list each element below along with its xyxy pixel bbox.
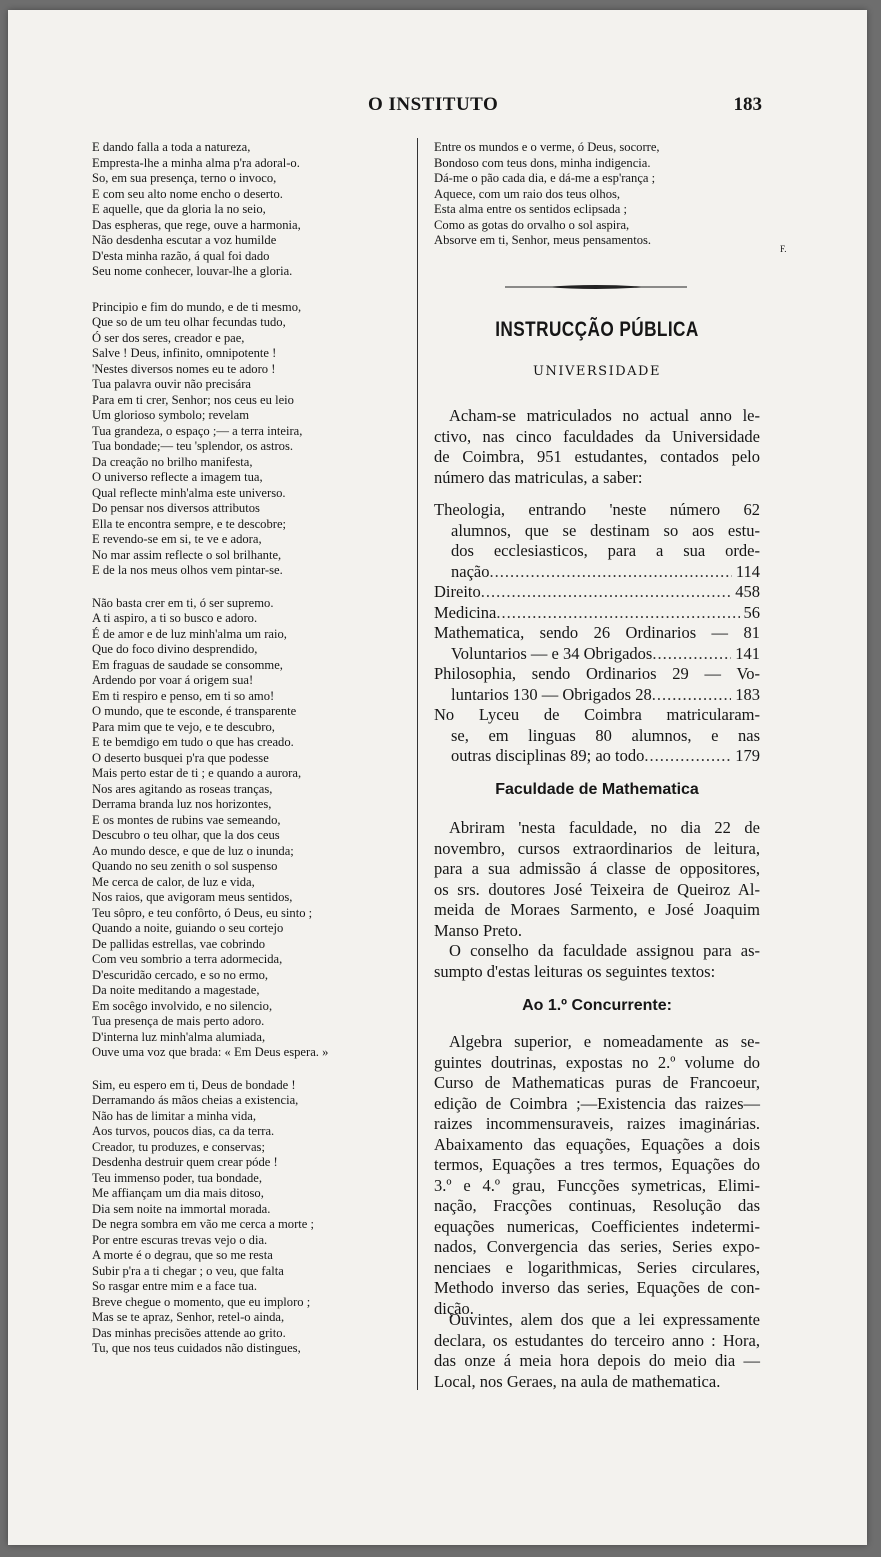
poem-line: E te bemdigo em tudo o que has creado. bbox=[92, 735, 294, 749]
dot-leader bbox=[481, 582, 732, 603]
faculty-line: alumnos, que se destinam so aos estu- bbox=[451, 520, 760, 540]
paragraph-line: Ouvintes, alem dos que a lei expressamente bbox=[449, 1310, 760, 1329]
poem-line: Principio e fim do mundo, e de ti mesmo, bbox=[92, 299, 302, 314]
paragraph-line: novembro, cursos extraordinarios de leitura, bbox=[434, 838, 760, 858]
faculty-name: nação bbox=[451, 561, 490, 581]
paragraph-line: para a sua admissão á classe de oppositores, bbox=[434, 859, 760, 878]
poem-line: Desdenha destruir quem crear póde ! bbox=[92, 1155, 278, 1169]
poem-line: Como as gotas do orvalho o sol aspira, bbox=[434, 217, 630, 232]
poem-line: A morte é o degrau, que so me resta bbox=[92, 1248, 273, 1262]
column-rule bbox=[417, 138, 418, 1390]
poem-column bbox=[92, 140, 412, 1357]
faculty-name: luntarios 130 — Obrigados 28 bbox=[451, 684, 652, 704]
paragraph-line: dição. bbox=[434, 1298, 474, 1318]
poem-line: Dia sem noite na immortal morada. bbox=[92, 1201, 271, 1216]
faculty-line: Theologia, entrando 'neste número 62 bbox=[434, 500, 760, 519]
audience-paragraph bbox=[434, 1310, 760, 1392]
math-paragraph-2 bbox=[434, 941, 760, 982]
faculty-count: 141 bbox=[735, 643, 760, 663]
poem-line: Esta alma entre os sentidos eclipsada ; bbox=[434, 202, 628, 216]
faculty-line: Mathematica, sendo 26 Ordinarios — 81 bbox=[434, 623, 760, 642]
poem-line: Ó ser dos seres, creador e pae, bbox=[92, 330, 245, 345]
dot-leader bbox=[652, 685, 732, 706]
paragraph-line: Manso Preto. bbox=[434, 920, 522, 940]
faculty-line: Philosophia, sendo Ordinarios 29 — Vo- bbox=[434, 664, 760, 683]
paragraph-line: das onze á meia hora depois do meio dia — bbox=[434, 1351, 760, 1370]
poem-line: Aos turvos, poucos dias, ca da terra. bbox=[92, 1124, 275, 1138]
paragraph-line: Methodo inverso das series, Equações de con- bbox=[434, 1278, 760, 1297]
faculty-row bbox=[434, 562, 760, 583]
paragraph-line: nação, Fracções continuas, Resolução das bbox=[434, 1196, 760, 1215]
poem-line: Mas se te apraz, Senhor, retel-o ainda, bbox=[92, 1310, 285, 1324]
poem-line: O universo reflecte a imagem tua, bbox=[92, 470, 263, 484]
paragraph-line: Acham-se matriculados no actual anno le- bbox=[449, 406, 760, 425]
journal-page bbox=[8, 10, 867, 1545]
poem-line: Derrama branda luz nos horizontes, bbox=[92, 797, 272, 811]
paragraph-line: meida de Moraes Sarmento, e José Joaquim bbox=[434, 900, 760, 919]
faculty-count: 56 bbox=[743, 602, 760, 622]
paragraph-line: termos, Equações a tres termos, Equações do bbox=[434, 1155, 760, 1174]
poem-line: A ti aspiro, a ti so busco e adoro. bbox=[92, 611, 258, 625]
dot-leader bbox=[496, 603, 739, 624]
faculty-row bbox=[434, 603, 760, 624]
poem-line: Nos ares agitando as roseas tranças, bbox=[92, 781, 273, 796]
paragraph-line: de Coimbra, 951 estudantes, contados pelo bbox=[434, 447, 760, 466]
poem-line: No mar assim reflecte o sol brilhante, bbox=[92, 547, 282, 562]
poem-line: Tu, que nos teus cuidados não distingues, bbox=[92, 1341, 301, 1355]
poem-line: Breve chegue o momento, que eu imploro ; bbox=[92, 1294, 311, 1309]
poem-line: Do pensar nos diversos attributos bbox=[92, 501, 260, 515]
running-header bbox=[8, 94, 867, 122]
faculty-list bbox=[434, 500, 760, 767]
poem-line: Um glorioso symbolo; revelam bbox=[92, 408, 250, 422]
poem-line: Para mim que te vejo, e te descubro, bbox=[92, 719, 275, 734]
poem-line: Por entre escuras trevas vejo o dia. bbox=[92, 1232, 268, 1247]
paragraph-line: Algebra superior, e nomeadamente as se- bbox=[449, 1032, 760, 1051]
poem-stanza bbox=[92, 596, 412, 1061]
poem-line: Me affiançam um dia mais ditoso, bbox=[92, 1186, 264, 1200]
poem-line: Mais perto estar de ti ; e quando a aurora, bbox=[92, 766, 302, 780]
poem-line: Me cerca de calor, de luz e vida, bbox=[92, 874, 255, 889]
poem-line: Seu nome conhecer, louvar-lhe a gloria. bbox=[92, 264, 293, 278]
poem-line: E aquelle, que da gloria la no seio, bbox=[92, 202, 266, 216]
poem-line: De pallidas estrellas, vae cobrindo bbox=[92, 936, 266, 951]
poem-line: So, em sua presença, terno o invoco, bbox=[92, 171, 277, 185]
poem-line: É de amor e de luz minh'alma um raio, bbox=[92, 626, 287, 641]
math-heading: Faculdade de Mathematica bbox=[495, 781, 699, 798]
faculty-line: se, em linguas 80 alumnos, e nas bbox=[451, 725, 760, 745]
poem-line: Não basta crer em ti, ó ser supremo. bbox=[92, 595, 274, 610]
faculty-name: Voluntarios — e 34 Obrigados bbox=[451, 643, 653, 663]
poem-line: Quando no seu zenith o sol suspenso bbox=[92, 859, 278, 873]
poem-line: Não has de limitar a minha vida, bbox=[92, 1108, 257, 1123]
paragraph-line: guintes doutrinas, expostas no 2.º volume do bbox=[434, 1052, 760, 1072]
poem-line: E dando falla a toda a natureza, bbox=[92, 140, 251, 154]
poem-line: So rasgar entre mim e a face tua. bbox=[92, 1279, 258, 1293]
poem-line: Ardendo por voar á origem sua! bbox=[92, 673, 254, 687]
poem-line: Derramando ás mãos cheias a existencia, bbox=[92, 1093, 299, 1107]
poem-stanza bbox=[92, 1078, 412, 1357]
poem-line: Não desdenha escutar a voz humilde bbox=[92, 233, 277, 247]
running-title: O INSTITUTO bbox=[368, 94, 499, 115]
poem-line: Da creação no brilho manifesta, bbox=[92, 454, 253, 469]
paragraph-line: os srs. doutores José Teixeira de Queiroz Al- bbox=[434, 879, 760, 899]
poem-line: Sim, eu espero em ti, Deus de bondade ! bbox=[92, 1077, 296, 1092]
faculty-row bbox=[434, 582, 760, 603]
poem-line: O mundo, que te esconde, é transparente bbox=[92, 704, 297, 718]
paragraph-line: Curso de Mathematicas puras de Francoeur, bbox=[434, 1073, 760, 1092]
faculty-name: Medicina bbox=[434, 602, 497, 622]
stanza-gap bbox=[92, 579, 412, 596]
dot-leader bbox=[489, 562, 731, 583]
ornamental-rule bbox=[505, 284, 687, 290]
poem-line: E com seu alto nome encho o deserto. bbox=[92, 186, 283, 201]
paragraph-line: O conselho da faculdade assignou para as- bbox=[449, 941, 760, 960]
faculty-line: No Lyceu de Coimbra matricularam- bbox=[434, 705, 760, 724]
poem-line: Entre os mundos e o verme, ó Deus, socorre, bbox=[434, 140, 660, 154]
poem-line: Ella te encontra sempre, e te descobre; bbox=[92, 516, 287, 531]
poem-line: Subir p'ra a ti chegar ; o veu, que falta bbox=[92, 1263, 284, 1278]
concurrent-heading: Ao 1.º Concurrente: bbox=[522, 997, 672, 1014]
poem-line: Qual reflecte minh'alma este universo. bbox=[92, 485, 286, 500]
stanza-gap bbox=[92, 280, 412, 297]
paragraph-line: nados, Convergencia das series, Series expo- bbox=[434, 1237, 760, 1256]
poem-line: Descubro o teu olhar, que la dos ceus bbox=[92, 828, 280, 842]
faculty-count: 458 bbox=[735, 582, 760, 601]
faculty-row bbox=[434, 746, 760, 767]
poem-line: Da noite meditando a magestade, bbox=[92, 983, 260, 997]
paragraph-line: ctivo, nas cinco faculdades da Universidade bbox=[434, 426, 760, 446]
poem-line: D'interna luz minh'alma alumiada, bbox=[92, 1029, 266, 1044]
poem-line: Creador, tu produzes, e conservas; bbox=[92, 1139, 265, 1154]
poem-line: Dá-me o pão cada dia, e dá-me a esp'rança ; bbox=[434, 171, 656, 185]
paragraph-line: Abriram 'nesta faculdade, no dia 22 de bbox=[449, 818, 760, 837]
faculty-line: dos ecclesiasticos, para a sua orde- bbox=[451, 541, 760, 560]
poem-line: Empresta-lhe a minha alma p'ra adoral-o. bbox=[92, 155, 300, 170]
faculty-count: 183 bbox=[735, 684, 760, 704]
poem-line: E revendo-se em si, te ve e adora, bbox=[92, 532, 262, 546]
page-number: 183 bbox=[733, 94, 762, 115]
poem-line: Ouve uma voz que brada: « Em Deus espera. » bbox=[92, 1045, 329, 1059]
paragraph-line: Local, nos Geraes, na aula de mathematica. bbox=[434, 1371, 721, 1391]
poem-line: Aquece, com um raio dos teus olhos, bbox=[434, 186, 621, 201]
faculty-count: 179 bbox=[735, 746, 760, 765]
faculty-name: Direito bbox=[434, 582, 481, 601]
poem-line: Tua grandeza, o espaço ;— a terra inteira, bbox=[92, 423, 303, 438]
dot-leader bbox=[644, 746, 731, 767]
stanza-gap bbox=[92, 1061, 412, 1078]
poem-line: Tua palavra ouvir não precisára bbox=[92, 377, 251, 391]
poem-stanza bbox=[92, 300, 412, 579]
poem-line: Bondoso com teus dons, minha indigencia. bbox=[434, 155, 651, 170]
poem-continuation bbox=[434, 140, 760, 249]
algebra-paragraph bbox=[434, 1032, 760, 1319]
poem-line: Para em ti crer, Senhor; nos ceus eu leio bbox=[92, 392, 294, 407]
poem-line: Que do foco divino desprendido, bbox=[92, 642, 258, 656]
faculty-row bbox=[434, 644, 760, 665]
section-title: INSTRUCÇÃO PÚBLICA bbox=[495, 318, 699, 341]
poem-line: Das espheras, que rege, ouve a harmonia, bbox=[92, 217, 301, 232]
poem-line: Quando a noite, guiando o seu cortejo bbox=[92, 921, 284, 935]
poem-line: O deserto busquei p'ra que podesse bbox=[92, 750, 269, 765]
poem-line: Nos raios, que avigoram meus sentidos, bbox=[92, 890, 293, 904]
faculty-name: outras disciplinas 89; ao todo bbox=[451, 746, 645, 765]
paragraph-line: raizes incommensuraveis, raizes imaginárias. bbox=[434, 1114, 760, 1133]
poem-line: Tua bondade;— teu 'splendor, os astros. bbox=[92, 439, 294, 453]
poem-line: Que so de um teu olhar fecundas tudo, bbox=[92, 315, 286, 329]
faculty-count: 114 bbox=[735, 561, 760, 581]
poem-line: E os montes de rubins vae semeando, bbox=[92, 812, 281, 827]
section-subtitle: UNIVERSIDADE bbox=[533, 364, 661, 379]
poem-line: Das minhas precisões attende ao grito. bbox=[92, 1325, 286, 1340]
poem-line: E de la nos meus olhos vem pintar-se. bbox=[92, 563, 283, 577]
poem-line: D'esta minha razão, á qual foi dado bbox=[92, 248, 270, 263]
poem-line: Ao mundo desce, e que de luz o inunda; bbox=[92, 843, 294, 858]
poem-line: 'Nestes diversos nomes eu te adoro ! bbox=[92, 361, 276, 376]
intro-paragraph bbox=[434, 406, 760, 488]
poem-line: Em socêgo involvido, e no silencio, bbox=[92, 998, 273, 1013]
poem-stanza bbox=[92, 140, 412, 280]
paragraph-line: Abaixamento das equações, Equações a dois bbox=[434, 1134, 760, 1154]
faculty-row bbox=[434, 685, 760, 706]
poem-line: Salve ! Deus, infinito, omnipotente ! bbox=[92, 346, 277, 360]
poem-line: Teu immenso poder, tua bondade, bbox=[92, 1170, 262, 1185]
poem-line: D'escuridão cercado, e so no ermo, bbox=[92, 967, 269, 982]
poem-line: Em fraguas de saudade se consomme, bbox=[92, 657, 283, 672]
poem-line: Tua presença de mais perto adoro. bbox=[92, 1014, 265, 1028]
paragraph-line: nenciaes e logarithmicas, Series circulares, bbox=[434, 1257, 760, 1277]
poem-line: Absorve em ti, Senhor, meus pensamentos. bbox=[434, 233, 652, 247]
paragraph-line: 3.º e 4.º grau, Funcções symetricas, Elimi- bbox=[434, 1175, 760, 1195]
dot-leader bbox=[652, 644, 731, 665]
paragraph-line: equações numericas, Coefficientes indetermi- bbox=[434, 1216, 760, 1236]
poem-line: Teu sôpro, e teu confôrto, ó Deus, eu sinto ; bbox=[92, 905, 313, 920]
paragraph-line: sumpto d'estas leituras os seguintes textos: bbox=[434, 961, 716, 981]
paragraph-line: declara, os estudantes do terceiro anno : Hora, bbox=[434, 1330, 760, 1350]
poem-line: Com veu sombrio a terra adormecida, bbox=[92, 952, 283, 966]
paragraph-line: edição de Coimbra ;—Existencia das raizes— bbox=[434, 1093, 760, 1113]
math-paragraph-1 bbox=[434, 818, 760, 941]
poem-line: Em ti respiro e penso, em ti so amo! bbox=[92, 688, 275, 703]
poem-signature: F. bbox=[780, 244, 787, 254]
poem-line: De negra sombra em vão me cerca a morte ; bbox=[92, 1217, 315, 1231]
paragraph-line: número das matriculas, a saber: bbox=[434, 467, 643, 487]
